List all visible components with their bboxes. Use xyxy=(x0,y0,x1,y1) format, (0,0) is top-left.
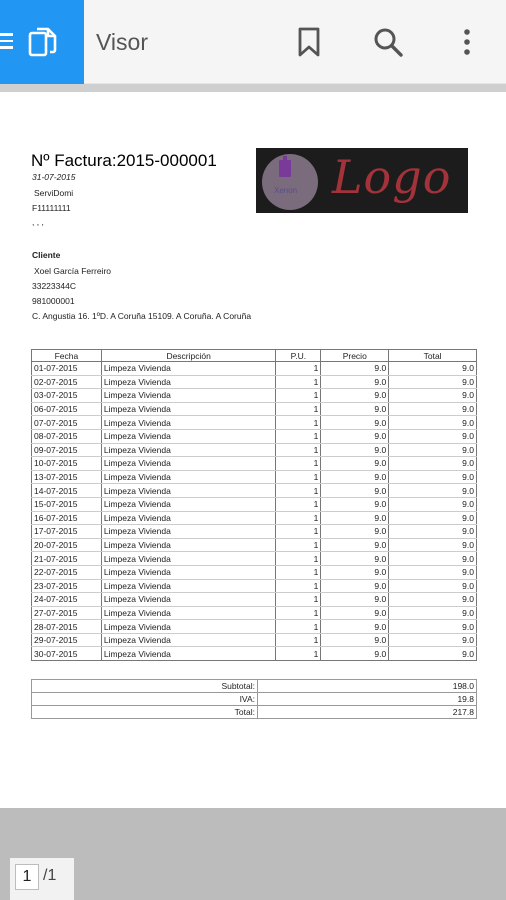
cell-unit: 1 xyxy=(276,593,321,607)
total-value: 217.8 xyxy=(258,706,477,719)
company-id: F11111111 xyxy=(32,203,71,213)
cell-date: 27-07-2015 xyxy=(32,606,102,620)
cell-date: 02-07-2015 xyxy=(32,375,102,389)
search-icon xyxy=(373,27,403,57)
cell-date: 10-07-2015 xyxy=(32,457,102,471)
table-row xyxy=(32,647,477,661)
cell-total: 9.0 xyxy=(389,633,477,647)
cell-description: Limpeza Vivienda xyxy=(101,497,276,511)
cell-description: Limpeza Vivienda xyxy=(101,633,276,647)
cell-description: Limpeza Vivienda xyxy=(101,457,276,471)
cell-unit: 1 xyxy=(276,443,321,457)
cell-price: 9.0 xyxy=(321,538,389,552)
cell-date: 24-07-2015 xyxy=(32,593,102,607)
cell-total: 9.0 xyxy=(389,429,477,443)
iva-label: IVA: xyxy=(32,693,258,706)
cell-price: 9.0 xyxy=(321,647,389,661)
cell-unit: 1 xyxy=(276,606,321,620)
table-row xyxy=(32,470,477,484)
hand-pointer-icon xyxy=(278,156,292,178)
cell-total: 9.0 xyxy=(389,402,477,416)
total-label: Total: xyxy=(32,706,258,719)
cell-total: 9.0 xyxy=(389,525,477,539)
cell-description: Limpeza Vivienda xyxy=(101,620,276,634)
cell-total: 9.0 xyxy=(389,565,477,579)
column-header: Precio xyxy=(321,350,389,362)
cell-total: 9.0 xyxy=(389,579,477,593)
cell-unit: 1 xyxy=(276,375,321,389)
cell-date: 13-07-2015 xyxy=(32,470,102,484)
cell-date: 14-07-2015 xyxy=(32,484,102,498)
company-logo xyxy=(256,148,468,213)
iva-row xyxy=(32,693,477,706)
cell-total: 9.0 xyxy=(389,606,477,620)
cell-unit: 1 xyxy=(276,484,321,498)
table-row xyxy=(32,484,477,498)
cell-unit: 1 xyxy=(276,389,321,403)
cell-description: Limpeza Vivienda xyxy=(101,484,276,498)
table-row xyxy=(32,538,477,552)
table-row xyxy=(32,565,477,579)
page-indicator xyxy=(10,858,74,900)
cell-price: 9.0 xyxy=(321,633,389,647)
table-header-row xyxy=(32,350,477,362)
table-row xyxy=(32,593,477,607)
table-row xyxy=(32,606,477,620)
cell-description: Limpeza Vivienda xyxy=(101,511,276,525)
table-row xyxy=(32,375,477,389)
cell-total: 9.0 xyxy=(389,552,477,566)
cell-price: 9.0 xyxy=(321,497,389,511)
cell-total: 9.0 xyxy=(389,443,477,457)
cell-date: 21-07-2015 xyxy=(32,552,102,566)
cell-date: 23-07-2015 xyxy=(32,579,102,593)
table-row xyxy=(32,552,477,566)
table-row xyxy=(32,362,477,376)
total-row xyxy=(32,706,477,719)
cell-total: 9.0 xyxy=(389,538,477,552)
cell-price: 9.0 xyxy=(321,443,389,457)
cell-price: 9.0 xyxy=(321,552,389,566)
cell-total: 9.0 xyxy=(389,620,477,634)
cell-unit: 1 xyxy=(276,402,321,416)
cell-description: Limpeza Vivienda xyxy=(101,579,276,593)
cell-price: 9.0 xyxy=(321,375,389,389)
client-id: 33223344C xyxy=(32,281,76,291)
cell-price: 9.0 xyxy=(321,402,389,416)
cell-total: 9.0 xyxy=(389,375,477,389)
table-row xyxy=(32,525,477,539)
cell-description: Limpeza Vivienda xyxy=(101,402,276,416)
cell-description: Limpeza Vivienda xyxy=(101,565,276,579)
cell-date: 03-07-2015 xyxy=(32,389,102,403)
cell-description: Limpeza Vivienda xyxy=(101,375,276,389)
cell-total: 9.0 xyxy=(389,511,477,525)
bookmark-button[interactable] xyxy=(294,26,324,58)
cell-price: 9.0 xyxy=(321,606,389,620)
cell-price: 9.0 xyxy=(321,579,389,593)
column-header: Total xyxy=(389,350,477,362)
cell-unit: 1 xyxy=(276,457,321,471)
cell-price: 9.0 xyxy=(321,565,389,579)
cell-price: 9.0 xyxy=(321,416,389,430)
cell-date: 09-07-2015 xyxy=(32,443,102,457)
table-row xyxy=(32,416,477,430)
cell-description: Limpeza Vivienda xyxy=(101,470,276,484)
invoice-items-table xyxy=(31,349,477,661)
client-phone: 981000001 xyxy=(32,296,75,306)
cell-unit: 1 xyxy=(276,647,321,661)
cell-total: 9.0 xyxy=(389,593,477,607)
documents-icon xyxy=(28,26,60,58)
cell-date: 01-07-2015 xyxy=(32,362,102,376)
cell-date: 17-07-2015 xyxy=(32,525,102,539)
cell-date: 28-07-2015 xyxy=(32,620,102,634)
nav-drawer-button[interactable] xyxy=(0,0,84,84)
cell-unit: 1 xyxy=(276,429,321,443)
cell-description: Limpeza Vivienda xyxy=(101,362,276,376)
cell-description: Limpeza Vivienda xyxy=(101,552,276,566)
column-header: P.U. xyxy=(276,350,321,362)
table-row xyxy=(32,429,477,443)
table-row xyxy=(32,457,477,471)
cell-price: 9.0 xyxy=(321,484,389,498)
viewer-footer xyxy=(0,808,506,900)
client-address: C. Angustia 16. 1ºD. A Coruña 15109. A Coruña. A Coruña xyxy=(32,311,252,321)
table-row xyxy=(32,579,477,593)
cell-description: Limpeza Vivienda xyxy=(101,647,276,661)
cell-unit: 1 xyxy=(276,579,321,593)
page-number-input[interactable]: 1 xyxy=(15,864,39,890)
menu-icon xyxy=(0,33,14,49)
cell-price: 9.0 xyxy=(321,525,389,539)
cell-description: Limpeza Vivienda xyxy=(101,443,276,457)
overflow-menu-button[interactable] xyxy=(452,26,482,58)
cell-total: 9.0 xyxy=(389,497,477,511)
table-row xyxy=(32,633,477,647)
table-row xyxy=(32,402,477,416)
cell-price: 9.0 xyxy=(321,362,389,376)
cell-price: 9.0 xyxy=(321,593,389,607)
cell-description: Limpeza Vivienda xyxy=(101,593,276,607)
cell-date: 08-07-2015 xyxy=(32,429,102,443)
subtotal-value: 198.0 xyxy=(258,680,477,693)
page-count: /1 xyxy=(43,867,57,884)
cell-description: Limpeza Vivienda xyxy=(101,429,276,443)
cell-description: Limpeza Vivienda xyxy=(101,606,276,620)
cell-price: 9.0 xyxy=(321,389,389,403)
cell-description: Limpeza Vivienda xyxy=(101,389,276,403)
cell-date: 30-07-2015 xyxy=(32,647,102,661)
cell-date: 07-07-2015 xyxy=(32,416,102,430)
search-button[interactable] xyxy=(373,26,403,58)
cell-unit: 1 xyxy=(276,362,321,376)
table-row xyxy=(32,389,477,403)
cell-unit: 1 xyxy=(276,497,321,511)
table-row xyxy=(32,443,477,457)
cell-price: 9.0 xyxy=(321,511,389,525)
cell-unit: 1 xyxy=(276,565,321,579)
invoice-date: 31-07-2015 xyxy=(32,172,76,182)
more-vert-icon xyxy=(463,28,471,56)
company-extra: , , , xyxy=(32,217,44,227)
cell-date: 15-07-2015 xyxy=(32,497,102,511)
cell-price: 9.0 xyxy=(321,470,389,484)
cell-description: Limpeza Vivienda xyxy=(101,538,276,552)
cell-unit: 1 xyxy=(276,525,321,539)
cell-description: Limpeza Vivienda xyxy=(101,525,276,539)
column-header: Fecha xyxy=(32,350,102,362)
cell-date: 06-07-2015 xyxy=(32,402,102,416)
cell-unit: 1 xyxy=(276,633,321,647)
cell-unit: 1 xyxy=(276,416,321,430)
cell-date: 22-07-2015 xyxy=(32,565,102,579)
cell-total: 9.0 xyxy=(389,470,477,484)
cell-total: 9.0 xyxy=(389,647,477,661)
column-header: Descripción xyxy=(101,350,276,362)
table-row xyxy=(32,511,477,525)
client-name: Xoel García Ferreiro xyxy=(34,266,111,276)
cell-total: 9.0 xyxy=(389,457,477,471)
cell-unit: 1 xyxy=(276,538,321,552)
cell-price: 9.0 xyxy=(321,620,389,634)
company-name: ServiDomi xyxy=(34,188,74,198)
table-row xyxy=(32,620,477,634)
client-heading: Cliente xyxy=(32,250,61,260)
cell-total: 9.0 xyxy=(389,416,477,430)
totals-table xyxy=(31,679,477,719)
invoice-number: Nº Factura:2015-000001 xyxy=(31,151,217,170)
cell-unit: 1 xyxy=(276,470,321,484)
toolbar-divider xyxy=(0,84,506,92)
app-title: Visor xyxy=(96,29,148,55)
cell-unit: 1 xyxy=(276,620,321,634)
cell-total: 9.0 xyxy=(389,389,477,403)
cell-total: 9.0 xyxy=(389,362,477,376)
app-bar xyxy=(0,0,506,84)
cell-date: 16-07-2015 xyxy=(32,511,102,525)
cell-description: Limpeza Vivienda xyxy=(101,416,276,430)
cell-price: 9.0 xyxy=(321,429,389,443)
cell-unit: 1 xyxy=(276,511,321,525)
subtotal-row xyxy=(32,680,477,693)
cell-unit: 1 xyxy=(276,552,321,566)
cell-date: 29-07-2015 xyxy=(32,633,102,647)
iva-value: 19.8 xyxy=(258,693,477,706)
logo-small-text: Xenon xyxy=(274,186,298,195)
pdf-page xyxy=(0,92,506,808)
cell-price: 9.0 xyxy=(321,457,389,471)
table-row xyxy=(32,497,477,511)
bookmark-icon xyxy=(298,27,320,57)
logo-text: Logo xyxy=(332,150,452,204)
subtotal-label: Subtotal: xyxy=(32,680,258,693)
cell-date: 20-07-2015 xyxy=(32,538,102,552)
cell-total: 9.0 xyxy=(389,484,477,498)
